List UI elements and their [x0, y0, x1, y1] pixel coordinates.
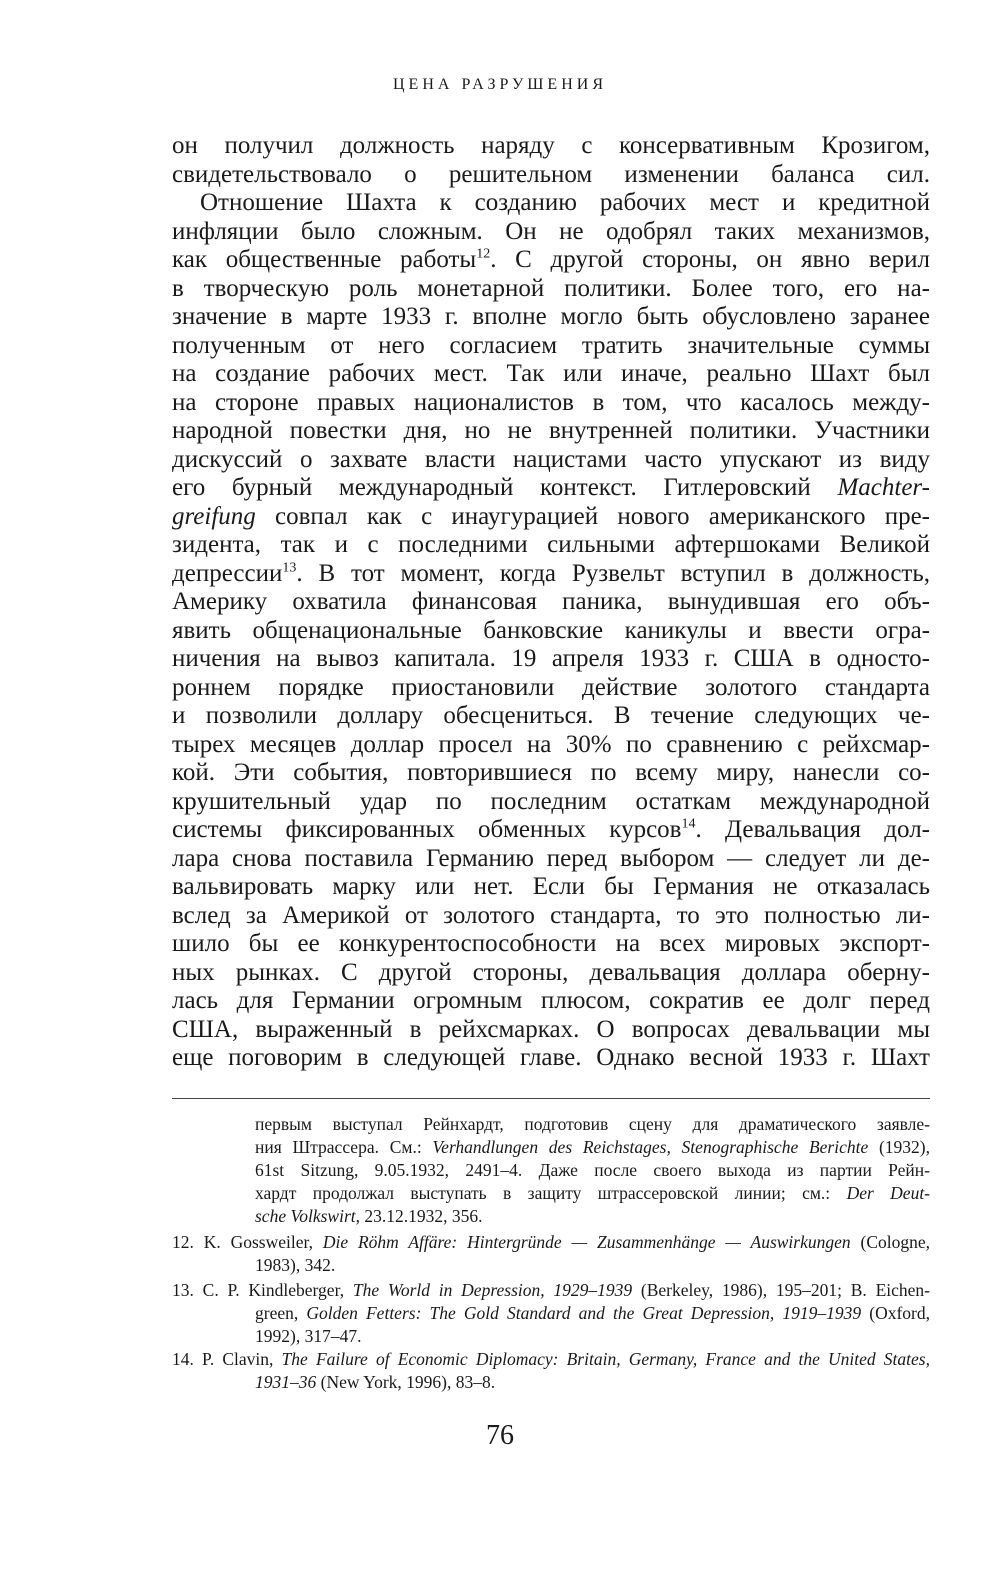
page-number: 76 — [486, 1420, 514, 1451]
body-line — [172, 986, 930, 1015]
footnote-line — [255, 1254, 930, 1276]
text-run: в творческую роль монетарной политики. Более того, его на- — [172, 274, 930, 302]
text-run: 1983), 342. — [255, 1255, 336, 1275]
text-run: дискуссий о захвате власти нацистами часто упускают из виду — [172, 445, 930, 473]
body-line — [172, 160, 930, 189]
footnote-line — [255, 1302, 930, 1324]
italic-text: greifung — [172, 502, 256, 530]
footnote-line — [255, 1371, 930, 1393]
body-line — [172, 473, 930, 502]
text-run: и позволили доллару обесцениться. В течение следующих че- — [172, 702, 930, 729]
text-run: депрессии — [172, 559, 283, 587]
body-line — [172, 559, 930, 588]
text-run: 14. P. Clavin, — [172, 1349, 282, 1369]
italic-text: Machter- — [837, 474, 930, 501]
body-line — [172, 416, 930, 445]
text-run: значение в марте 1933 г. вполне могло быть обусловлено заранее — [172, 303, 930, 330]
footnote-line — [255, 1136, 930, 1158]
text-run: на стороне правых националистов в том, что касалось между- — [172, 388, 930, 416]
text-run: первым выступал Рейнхардт, подготовив сцену для драматического заявле- — [255, 1114, 930, 1134]
text-run: тырех месяцев доллар просел на 30% по сравнению с рейхсмар- — [172, 730, 930, 758]
text-run: США, выраженный в рейхсмарках. О вопросах девальвации мы — [172, 1015, 930, 1043]
footnote-line — [255, 1325, 930, 1347]
footnote-ref: 14 — [681, 816, 696, 832]
text-run: вслед за Америкой от золотого стандарта, то это полностью ли- — [172, 901, 930, 929]
text-run: green, — [255, 1303, 307, 1323]
text-run: системы фиксированных обменных курсов — [172, 816, 682, 843]
text-run: ничения на вывоз капитала. 19 апреля 1933 г. США в односто- — [172, 645, 930, 672]
text-run: полученным от него согласием тратить значительные суммы — [172, 331, 930, 359]
body-line — [172, 958, 930, 987]
italic-text: sche Volkswirt — [255, 1206, 356, 1226]
text-run: (1932), — [868, 1137, 931, 1157]
italic-text: The World in Depression, 1929–1939 — [352, 1280, 633, 1300]
text-run: народной повестки дня, но не внутренней политики. Участники — [172, 417, 930, 444]
footnote-line — [172, 1231, 930, 1253]
text-run: . С другой стороны, он явно верил — [490, 246, 930, 273]
body-line — [172, 616, 930, 645]
body-line — [172, 701, 930, 730]
body-line — [172, 1015, 930, 1044]
text-run: он получил должность наряду с консервативным Крозигом, — [172, 132, 930, 159]
body-line — [172, 245, 930, 274]
body-line — [172, 388, 930, 417]
text-run: шило бы ее конкурентоспособности на всех мировых экспорт- — [172, 930, 930, 957]
text-run: еще поговорим в следующей главе. Однако весной 1933 г. Шахт — [172, 1044, 930, 1071]
body-line — [172, 787, 930, 816]
text-run: 13. C. P. Kindleberger, — [172, 1280, 353, 1300]
body-line — [172, 872, 930, 901]
text-run: крушительный удар по последним остаткам международной — [172, 787, 930, 815]
text-run: 61st Sitzung, 9.05.1932, 2491–4. Даже после своего выхода из партии Рейн- — [255, 1160, 930, 1180]
text-run: . Девальвация дол- — [695, 816, 930, 843]
body-line — [172, 502, 930, 531]
body-line — [172, 730, 930, 759]
text-run: роннем порядке приостановили действие золотого стандарта — [172, 673, 930, 701]
text-run: 1992), 317–47. — [255, 1326, 362, 1346]
body-line — [172, 844, 930, 873]
text-run: хардт продолжал выступать в защиту штрассеровской линии; см.: — [255, 1183, 847, 1203]
footnote-divider — [172, 1098, 930, 1099]
body-line — [172, 758, 930, 787]
footnote-line — [255, 1113, 930, 1135]
footnote-line — [255, 1205, 930, 1227]
text-run: лара снова поставила Германию перед выбором — следует ли де- — [172, 844, 930, 872]
text-run: (Oxford, — [861, 1303, 930, 1323]
italic-text: Die Röhm Affäre: Hintergründe — Zusammenhänge — Auswirkungen — [322, 1232, 851, 1252]
footnote-ref: 12 — [476, 246, 491, 262]
italic-text: The Failure of Economic Diplomacy: Britain, Germany, France and the United States, — [281, 1349, 930, 1369]
text-run: (Cologne, — [850, 1232, 930, 1252]
text-run: ния Штрассера. См.: — [255, 1137, 433, 1157]
body-line — [172, 217, 930, 246]
body-line — [172, 587, 930, 616]
body-line — [172, 530, 930, 559]
text-run: совпал как с инаугурацией нового американского пре- — [255, 502, 930, 530]
text-run: (New York, 1996), 83–8. — [316, 1372, 496, 1392]
text-run: лась для Германии огромным плюсом, сократив ее долг перед — [172, 987, 930, 1014]
italic-text: 1931–36 — [255, 1372, 317, 1392]
text-run: 12. K. Gossweiler, — [172, 1232, 323, 1252]
running-head: ЦЕНА РАЗРУШЕНИЯ — [393, 76, 607, 93]
text-run: как общественные работы — [172, 246, 477, 273]
text-run: явить общенациональные банковские каникулы и ввести огра- — [172, 616, 930, 644]
italic-text: Golden Fetters: The Gold Standard and the Great Depression, 1919–1939 — [306, 1303, 862, 1323]
body-line — [172, 359, 930, 388]
body-line — [172, 901, 930, 930]
text-run: зидента, так и с последними сильными афтершоками Великой — [172, 531, 930, 558]
text-run: . В тот момент, когда Рузвельт вступил в должность, — [296, 559, 930, 587]
footnote-line — [172, 1348, 930, 1370]
text-run: ных рынках. С другой стороны, девальвация доллара оберну- — [172, 958, 930, 986]
text-run: (Berkeley, 1986), 195–201; B. Eichen- — [632, 1280, 930, 1300]
body-line — [172, 331, 930, 360]
footnote-ref: 13 — [282, 560, 297, 576]
text-run: его бурный международный контекст. Гитлеровский — [172, 474, 838, 501]
text-run: , 23.12.1932, 356. — [355, 1206, 483, 1226]
body-line — [172, 274, 930, 303]
body-line — [172, 815, 930, 844]
body-line — [172, 929, 930, 958]
body-line — [200, 188, 930, 217]
text-run: Отношение Шахта к созданию рабочих мест и кредитной — [200, 189, 930, 216]
italic-text: Verhandlungen des Reichstages, Stenographische Berichte — [432, 1137, 869, 1157]
text-run: Америку охватила финансовая паника, вынудившая его объ- — [172, 588, 930, 615]
body-line — [172, 644, 930, 673]
footnote-line — [172, 1279, 930, 1301]
footnote-line — [255, 1159, 930, 1181]
italic-text: Der Deut- — [846, 1183, 931, 1203]
text-run: кой. Эти события, повторившиеся по всему миру, нанесли со- — [172, 759, 930, 786]
body-line — [172, 445, 930, 474]
body-line — [172, 131, 930, 160]
footnote-line — [255, 1182, 930, 1204]
body-line — [172, 673, 930, 702]
body-line — [172, 1043, 930, 1072]
text-run: вальвировать марку или нет. Если бы Германия не отказалась — [172, 873, 930, 900]
text-run: на создание рабочих мест. Так или иначе, реально Шахт был — [172, 360, 930, 387]
text-run: свидетельствовало о решительном изменении баланса сил. — [172, 160, 930, 188]
body-line — [172, 302, 930, 331]
text-run: инфляции было сложным. Он не одобрял таких механизмов, — [172, 217, 930, 245]
